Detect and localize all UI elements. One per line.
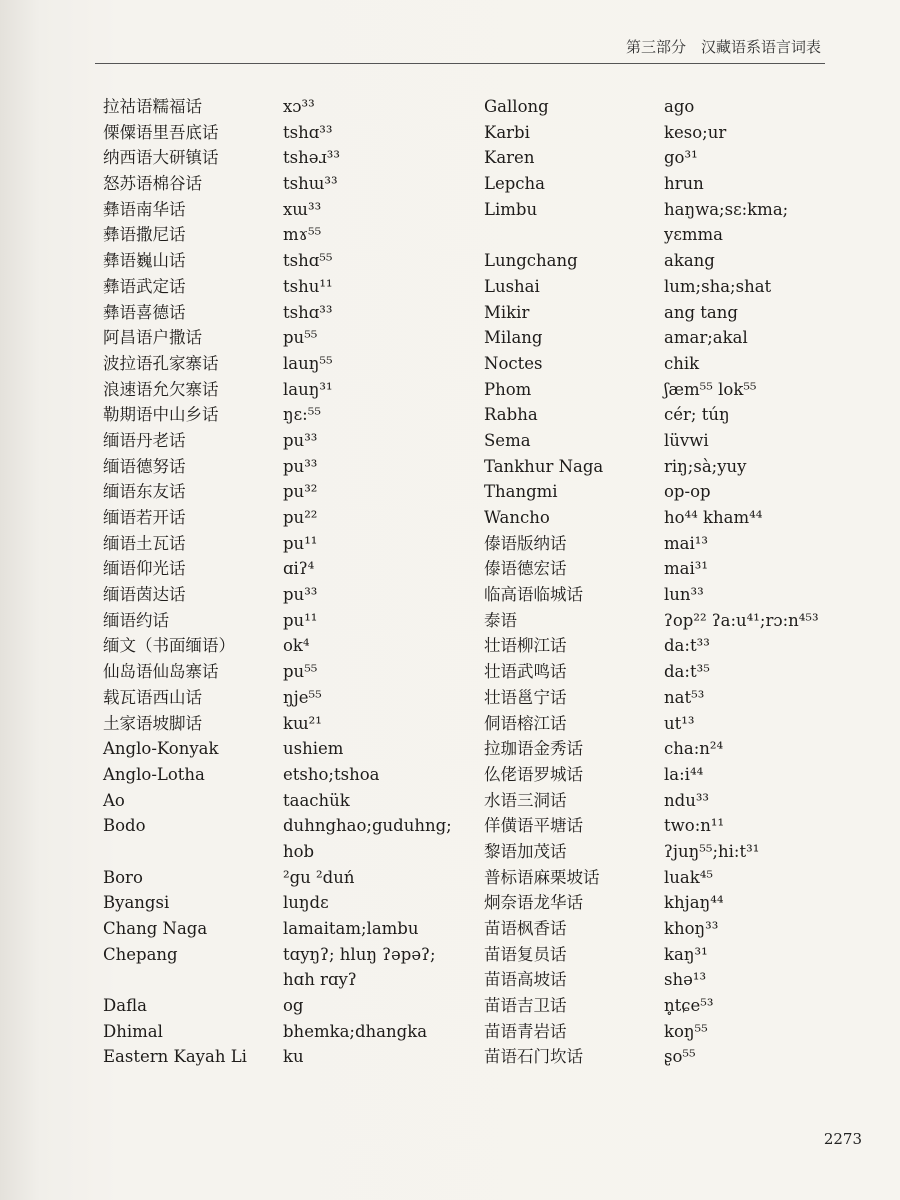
word-form: ang tang	[664, 302, 738, 322]
language-name: Bodo	[103, 816, 146, 836]
language-name: 傣语德宏话	[484, 559, 567, 579]
language-name: Lungchang	[484, 251, 578, 271]
language-name: 傈僳语里吾底话	[103, 122, 219, 142]
entry-row	[484, 659, 884, 685]
language-name: Wancho	[484, 508, 550, 527]
language-name: Sema	[484, 430, 531, 450]
language-name: Lushai	[484, 276, 540, 296]
word-form: tshəɹ³³	[283, 148, 340, 168]
entry-row	[103, 222, 503, 248]
word-form: lun³³	[664, 585, 704, 605]
word-form: ŋje⁵⁵	[283, 687, 322, 707]
entry-row	[484, 120, 884, 146]
language-name: Dhimal	[103, 1021, 163, 1041]
entry-row	[484, 865, 884, 891]
language-name: 壮语柳江话	[484, 636, 567, 656]
language-name: 缅语若开话	[103, 508, 186, 527]
language-name: 水语三洞话	[484, 790, 567, 810]
entry-row	[484, 916, 884, 942]
language-name: 苗语吉卫话	[484, 996, 567, 1016]
word-form: pu²²	[283, 508, 318, 527]
language-name: 缅文（书面缅语）	[103, 636, 235, 656]
entry-row	[484, 1044, 884, 1070]
language-name: 壮语邕宁话	[484, 687, 567, 707]
word-form: koŋ⁵⁵	[664, 1021, 708, 1041]
entry-row	[103, 1044, 503, 1070]
language-name: Limbu	[484, 199, 538, 219]
language-name: 黎语加茂话	[484, 841, 567, 861]
entry-row	[103, 197, 503, 223]
entry-row	[484, 1019, 884, 1045]
word-form: cha:n²⁴	[664, 739, 724, 759]
language-name: 彝语巍山话	[103, 251, 186, 271]
word-form: ndu³³	[664, 790, 710, 810]
entry-row	[484, 967, 884, 993]
language-name: 傣语版纳话	[484, 533, 567, 553]
entry-row	[103, 993, 503, 1019]
language-name: 彝语撒尼话	[103, 225, 186, 245]
language-name: 佯僙语平塘话	[484, 816, 583, 836]
language-name: 阿昌语户撒话	[103, 328, 202, 348]
entry-row	[484, 197, 884, 223]
language-name: 彝语喜德话	[103, 302, 186, 322]
language-name: 普标语麻栗坡话	[484, 867, 600, 887]
entry-row	[103, 788, 503, 814]
word-form: ʃæm⁵⁵ lok⁵⁵	[664, 379, 757, 399]
entry-row	[103, 762, 503, 788]
word-form: chik	[664, 353, 700, 373]
word-form: akang	[664, 251, 715, 271]
word-form: op-op	[664, 482, 711, 502]
word-form: mɤ⁵⁵	[283, 225, 322, 245]
word-form: ŋɛ:⁵⁵	[283, 405, 321, 425]
entry-row	[103, 813, 503, 839]
entry-row	[484, 788, 884, 814]
language-name: Thangmi	[484, 482, 558, 502]
entry-row	[484, 274, 884, 300]
entry-row	[484, 531, 884, 557]
entry-row	[484, 813, 884, 839]
entry-row	[484, 377, 884, 403]
language-name: 缅语德努话	[103, 456, 186, 476]
entry-row	[103, 274, 503, 300]
language-name: Byangsi	[103, 893, 170, 913]
word-form: ushiem	[283, 739, 344, 759]
language-name: Noctes	[484, 353, 543, 373]
word-form: ʂo⁵⁵	[664, 1047, 696, 1067]
word-form: hob	[283, 841, 315, 861]
right-column	[484, 94, 884, 1070]
word-form: xɔ³³	[283, 97, 315, 116]
word-form: la:i⁴⁴	[664, 764, 704, 784]
language-name: 土家语坡脚话	[103, 713, 202, 733]
word-form: luŋdɛ	[283, 893, 329, 913]
left-column	[103, 94, 503, 1070]
word-form: da:t³⁵	[664, 662, 710, 682]
language-name: Chepang	[103, 944, 178, 964]
language-name: 仫佬语罗城话	[484, 764, 583, 784]
word-form: pu³²	[283, 482, 318, 502]
entry-row	[103, 120, 503, 146]
language-name: 载瓦语西山话	[103, 687, 202, 707]
word-form: khoŋ³³	[664, 919, 719, 938]
entry-row	[484, 942, 884, 968]
word-form: xɯ³³	[283, 199, 322, 219]
word-form: etsho;tshoa	[283, 764, 380, 784]
language-name: Chang Naga	[103, 919, 208, 938]
entry-row	[103, 531, 503, 557]
word-form: hɑh rɑyʔ	[283, 970, 357, 990]
entry-row	[484, 505, 884, 531]
entry-row	[103, 505, 503, 531]
word-form: kaŋ³¹	[664, 944, 708, 964]
language-name: 壮语武鸣话	[484, 662, 567, 682]
language-name: 彝语武定话	[103, 276, 186, 296]
word-form: ago	[664, 97, 695, 116]
word-form: n̥tɕe⁵³	[664, 996, 714, 1016]
word-form: pu³³	[283, 430, 318, 450]
entry-row	[103, 916, 503, 942]
word-form: tshu¹¹	[283, 276, 333, 296]
word-form: pu¹¹	[283, 533, 318, 553]
word-form: pu⁵⁵	[283, 662, 318, 682]
entry-row	[103, 633, 503, 659]
language-name: Anglo-Konyak	[103, 739, 219, 759]
language-name: 纳西语大研镇话	[103, 148, 219, 168]
word-form: khjaŋ⁴⁴	[664, 893, 724, 913]
language-name: 怒苏语棉谷话	[103, 174, 202, 194]
entry-row	[103, 736, 503, 762]
language-name: 缅语仰光话	[103, 559, 186, 579]
language-name: 苗语石门坎话	[484, 1047, 583, 1067]
entry-row	[103, 377, 503, 403]
entry-row	[484, 171, 884, 197]
language-name: 苗语青岩话	[484, 1021, 567, 1041]
language-name: 波拉语孔家寨话	[103, 353, 219, 373]
language-name: 缅语丹老话	[103, 430, 186, 450]
language-name: Boro	[103, 867, 143, 887]
word-form: riŋ;sà;yuy	[664, 456, 747, 476]
running-header: 第三部分 汉藏语系语言词表	[95, 36, 825, 64]
entry-row	[103, 171, 503, 197]
entry-row	[484, 556, 884, 582]
word-form: mai¹³	[664, 533, 708, 553]
word-form: duhnghao;guduhng;	[283, 816, 452, 836]
entry-row	[103, 890, 503, 916]
entry-row	[103, 402, 503, 428]
language-name: 缅语茵达话	[103, 585, 186, 605]
language-name: Eastern Kayah Li	[103, 1047, 247, 1067]
word-form: tɑyŋʔ; hluŋ ʔəpəʔ;	[283, 944, 436, 964]
entry-row	[103, 300, 503, 326]
entry-row	[103, 145, 503, 171]
word-form: two:n¹¹	[664, 816, 725, 836]
word-form: ʔjuŋ⁵⁵;hi:t³¹	[664, 841, 760, 861]
language-name: Phom	[484, 379, 532, 399]
language-name: Anglo-Lotha	[103, 764, 205, 784]
word-form: cér; túŋ	[664, 405, 730, 425]
entry-row	[103, 685, 503, 711]
entry-row	[103, 967, 503, 993]
language-name: 拉珈语金秀话	[484, 739, 583, 759]
language-name: Rabha	[484, 405, 538, 425]
language-name: 勒期语中山乡话	[103, 405, 219, 425]
word-form: taachük	[283, 790, 350, 810]
language-name: Dafla	[103, 996, 147, 1016]
entry-row	[103, 942, 503, 968]
word-form: ²gu ²duń	[283, 867, 355, 887]
word-form: bhemka;dhangka	[283, 1021, 428, 1041]
language-name: 仙岛语仙岛寨话	[103, 662, 219, 682]
language-name: Karen	[484, 148, 535, 168]
entry-row	[103, 325, 503, 351]
language-name: 拉祜语糯福话	[103, 97, 202, 116]
word-form: tshɑ⁵⁵	[283, 251, 333, 271]
entry-row	[103, 659, 503, 685]
language-name: 炯奈语龙华话	[484, 893, 583, 913]
entry-row	[103, 711, 503, 737]
word-form: ku	[283, 1047, 304, 1067]
language-name: 浪速语允欠寨话	[103, 379, 219, 399]
entry-row	[484, 222, 884, 248]
entry-row	[103, 94, 503, 120]
entry-row	[484, 94, 884, 120]
word-form: hrun	[664, 174, 704, 194]
language-name: 苗语高坡话	[484, 970, 567, 990]
word-form: nat⁵³	[664, 687, 705, 707]
entry-row	[484, 145, 884, 171]
entry-row	[103, 1019, 503, 1045]
entry-row	[484, 582, 884, 608]
entry-row	[484, 351, 884, 377]
entry-row	[484, 248, 884, 274]
entry-row	[103, 865, 503, 891]
word-form: pu³³	[283, 456, 318, 476]
entry-row	[484, 300, 884, 326]
entry-row	[484, 736, 884, 762]
word-form: lauŋ⁵⁵	[283, 353, 333, 373]
entry-row	[103, 839, 503, 865]
word-form: ok⁴	[283, 636, 310, 656]
language-name: 苗语枫香话	[484, 919, 567, 938]
entry-row	[484, 402, 884, 428]
word-form: pu¹¹	[283, 610, 318, 630]
language-name: 临高语临城话	[484, 585, 583, 605]
entry-row	[103, 582, 503, 608]
word-form: ho⁴⁴ kham⁴⁴	[664, 508, 763, 527]
word-form: amar;akal	[664, 328, 748, 348]
word-form: lauŋ³¹	[283, 379, 333, 399]
entry-row	[484, 325, 884, 351]
word-form: tshɑ³³	[283, 122, 333, 142]
word-form: tshɯ³³	[283, 174, 338, 194]
word-form: luak⁴⁵	[664, 867, 713, 887]
entry-row	[484, 685, 884, 711]
entry-row	[103, 454, 503, 480]
language-name: Milang	[484, 328, 543, 348]
word-form: mai³¹	[664, 559, 708, 579]
language-name: 缅语东友话	[103, 482, 186, 502]
word-form: lüvwi	[664, 430, 709, 450]
entry-row	[484, 633, 884, 659]
word-form: keso;ur	[664, 122, 727, 142]
word-form: haŋwa;sɛ:kma;	[664, 199, 789, 219]
word-form: kɯ²¹	[283, 713, 322, 733]
entry-row	[484, 428, 884, 454]
entry-row	[484, 608, 884, 634]
language-name: Mikir	[484, 302, 530, 322]
entry-row	[103, 479, 503, 505]
entry-row	[103, 608, 503, 634]
language-name: 侗语榕江话	[484, 713, 567, 733]
language-name: 缅语土瓦话	[103, 533, 186, 553]
word-form: ɑiʔ⁴	[283, 559, 315, 579]
language-name: 彝语南华话	[103, 199, 186, 219]
word-form: og	[283, 996, 304, 1016]
entry-row	[484, 890, 884, 916]
entry-row	[484, 993, 884, 1019]
language-name: 缅语约话	[103, 610, 169, 630]
entry-row	[103, 351, 503, 377]
language-name: Gallong	[484, 97, 549, 116]
language-name: Ao	[103, 790, 125, 810]
language-name: Lepcha	[484, 174, 545, 194]
language-name: 苗语复员话	[484, 944, 567, 964]
page-number: 2273	[823, 1130, 862, 1148]
word-form: yɛmma	[664, 225, 723, 245]
language-name: Tankhur Naga	[484, 456, 604, 476]
word-form: lum;sha;shat	[664, 276, 772, 296]
entry-row	[484, 762, 884, 788]
word-form: ut¹³	[664, 713, 695, 733]
word-form: ʔop²² ʔa:u⁴¹;rɔ:n⁴⁵³	[664, 610, 819, 630]
entry-row	[484, 454, 884, 480]
language-name: Karbi	[484, 122, 530, 142]
entry-row	[484, 711, 884, 737]
entry-row	[103, 248, 503, 274]
entry-row	[103, 556, 503, 582]
word-form: lamaitam;lambu	[283, 919, 419, 938]
word-form: pu³³	[283, 585, 318, 605]
word-form: shə¹³	[664, 970, 707, 990]
entry-row	[103, 428, 503, 454]
entry-row	[484, 839, 884, 865]
language-name: 泰语	[484, 610, 517, 630]
word-form: pu⁵⁵	[283, 328, 318, 348]
word-form: tshɑ³³	[283, 302, 333, 322]
word-form: go³¹	[664, 148, 698, 168]
entry-row	[484, 479, 884, 505]
word-form: da:t³³	[664, 636, 710, 656]
